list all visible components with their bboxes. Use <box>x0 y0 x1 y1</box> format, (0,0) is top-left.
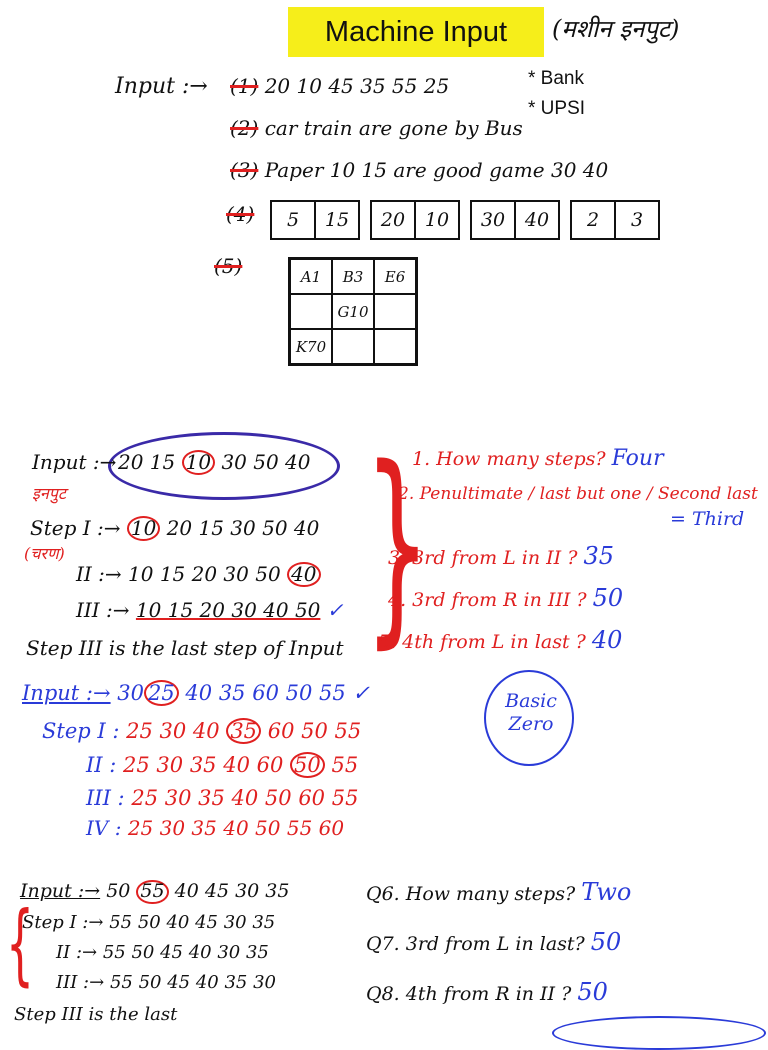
question-2 <box>398 484 758 504</box>
input-type-5-grid <box>288 257 418 366</box>
ex1-input-label: Input :→ <box>32 450 117 474</box>
question-7 <box>366 928 621 956</box>
ex3-input-label: Input :→ <box>20 880 101 902</box>
page-title: Machine Input <box>324 15 508 48</box>
input-type-5-number: (5) <box>214 254 243 278</box>
question-1-text: 1. How many steps? <box>412 448 606 470</box>
input-type-2-text: car train are gone by Bus <box>264 116 523 140</box>
ex1-conclusion: Step III is the last step of Input <box>26 636 344 660</box>
ex1-step2-circled: 40 <box>287 562 320 587</box>
input-type-3-number: (3) <box>230 158 259 182</box>
question-8-answer: 50 <box>577 978 608 1006</box>
input-type-4-number: (4) <box>226 202 255 226</box>
ex1-step3-text: 10 15 20 30 40 50 <box>135 598 321 622</box>
input-type-2-number: (2) <box>230 116 259 140</box>
ex1-step2-label: II :→ <box>76 562 122 586</box>
grid-cell: B3 <box>332 259 374 294</box>
question-7-text: Q7. 3rd from L in last? <box>366 933 585 955</box>
question-5-answer: 40 <box>591 626 623 654</box>
ex1-input-post: 30 50 40 <box>221 450 311 474</box>
question-2-answer: = Third <box>670 508 745 530</box>
box-cell: 2 <box>572 202 616 238</box>
check-icon: ✓ <box>326 598 344 622</box>
ex2-step1-circled: 35 <box>226 718 261 744</box>
ex2-input-row <box>22 680 370 706</box>
question-6-text: Q6. How many steps? <box>366 883 576 905</box>
ex3-step2-text: 55 50 45 40 30 35 <box>102 942 269 963</box>
input-type-3 <box>230 158 608 182</box>
ex2-step2-circled: 50 <box>290 752 325 778</box>
question-1-answer: Four <box>611 446 664 471</box>
ex3-step1-label: Step I :→ <box>22 912 104 933</box>
ex3-step3-label: III :→ <box>56 972 105 993</box>
question-3-text: 3. 3rd from L in II ? <box>388 547 578 569</box>
box-cell: 20 <box>372 202 416 238</box>
box-cell: 3 <box>630 209 644 231</box>
ex2-step4-text: 25 30 35 40 50 55 60 <box>127 816 345 840</box>
grid-cell <box>374 329 416 364</box>
grid-cell: A1 <box>290 259 332 294</box>
box-cell: 30 <box>472 202 516 238</box>
number-box-pair <box>470 200 560 240</box>
ex1-step1-circled: 10 <box>127 516 160 541</box>
ex2-step2-post: 55 <box>331 753 359 777</box>
ex3-input-post: 40 45 30 35 <box>174 880 290 902</box>
grid-cell: G10 <box>332 294 374 329</box>
ex2-step2-row <box>86 752 358 778</box>
number-box-pair <box>570 200 660 240</box>
input-type-4-boxes <box>270 200 660 240</box>
ex2-step4-row <box>86 816 344 840</box>
input-types-label: Input :→ <box>115 74 208 99</box>
question-5-text: 5. 4th from L in last ? <box>378 631 586 653</box>
ex3-step3-text: 55 50 45 40 35 30 <box>109 972 276 993</box>
question-3 <box>388 542 614 570</box>
ex1-step1-rest: 20 15 30 50 40 <box>166 516 320 540</box>
legend-bank: * Bank <box>528 68 584 89</box>
grid-cell <box>332 329 374 364</box>
number-box-pair <box>370 200 460 240</box>
input-type-3-text: Paper 10 15 are good game 30 40 <box>264 158 609 182</box>
ex1-input-circled: 10 <box>182 450 215 475</box>
ex2-step1-pre: 25 30 40 <box>126 719 220 743</box>
question-6 <box>366 878 631 906</box>
ex2-step3-row <box>86 786 358 810</box>
question-1 <box>412 446 664 471</box>
ex2-input-pre: 30 <box>117 681 144 705</box>
legend-upsi: * UPSI <box>528 98 586 119</box>
ex2-step1-row <box>42 718 361 744</box>
ex2-step2-label: II : <box>86 753 117 777</box>
ex1-input-row <box>118 450 311 475</box>
ex1-input-hindi: इनपुट <box>32 484 66 503</box>
input-type-1-text: 20 10 45 35 55 25 <box>264 74 450 98</box>
question-7-answer: 50 <box>590 928 622 956</box>
title-banner <box>288 7 544 57</box>
ex1-step3-row <box>76 598 344 622</box>
ex3-step1-text: 55 50 40 45 30 35 <box>109 912 276 933</box>
question-8 <box>366 978 608 1006</box>
box-cell: 5 <box>272 202 316 238</box>
question-8-text: Q8. 4th from R in II ? <box>366 983 572 1005</box>
left-brace-icon: { <box>6 892 34 995</box>
question-4-text: 4. 3rd from R in III ? <box>388 589 587 611</box>
ex3-conclusion: Step III is the last <box>14 1004 178 1025</box>
ex3-step3-row <box>56 972 276 993</box>
ex2-input-label: Input :→ <box>22 681 111 705</box>
ex1-step2-pre: 10 15 20 30 50 <box>128 562 281 586</box>
ex1-step1-label: Step I :→ <box>30 516 121 540</box>
grid-cell: K70 <box>290 329 332 364</box>
question-4-answer: 50 <box>592 584 624 612</box>
ex3-step1-row <box>22 912 275 933</box>
input-type-1-number: (1) <box>230 74 259 98</box>
ex3-step2-label: II :→ <box>56 942 98 963</box>
question-2-text: 2. Penultimate / last but one / Second last <box>398 484 758 504</box>
box-cell: 15 <box>324 209 350 231</box>
ex2-step3-text: 25 30 35 40 50 60 55 <box>131 786 359 810</box>
ex1-step3-label: III :→ <box>76 598 130 622</box>
basic-zero-note: Basic Zero <box>505 690 557 735</box>
ex2-step1-post: 60 50 55 <box>267 719 362 743</box>
ex3-input-circled: 55 <box>136 880 168 904</box>
box-cell: 40 <box>524 209 550 231</box>
ex1-input-pre: 20 15 <box>118 450 176 474</box>
ex2-input-circled: 25 <box>144 680 179 706</box>
grid-cell <box>374 294 416 329</box>
ex1-step1-row <box>30 516 319 541</box>
input-type-1 <box>230 74 449 98</box>
check-icon: ✓ <box>352 681 371 705</box>
ex1-step-hindi: (चरण) <box>24 544 65 563</box>
ex2-input-post: 40 35 60 50 55 <box>185 681 346 705</box>
ex3-step2-row <box>56 942 269 963</box>
input-type-2 <box>230 116 523 140</box>
ex2-step1-label: Step I : <box>42 719 120 743</box>
question-3-answer: 35 <box>583 542 614 570</box>
ex3-input-pre: 50 <box>106 880 131 902</box>
right-brace-icon: } <box>364 422 431 667</box>
ex3-input-row <box>20 880 289 904</box>
hindi-title: (मशीन इनपुट) <box>552 15 680 43</box>
ex2-step2-pre: 25 30 35 40 60 <box>123 753 284 777</box>
ex2-step4-label: IV : <box>86 816 122 840</box>
box-cell: 10 <box>424 209 450 231</box>
ex2-step3-label: III : <box>86 786 125 810</box>
number-box-pair <box>270 200 360 240</box>
grid-cell <box>290 294 332 329</box>
ex1-step2-row <box>76 562 321 587</box>
partial-oval <box>552 1016 766 1050</box>
grid-cell: E6 <box>374 259 416 294</box>
question-4 <box>388 584 623 612</box>
question-6-answer: Two <box>581 878 632 906</box>
question-5 <box>378 626 622 654</box>
